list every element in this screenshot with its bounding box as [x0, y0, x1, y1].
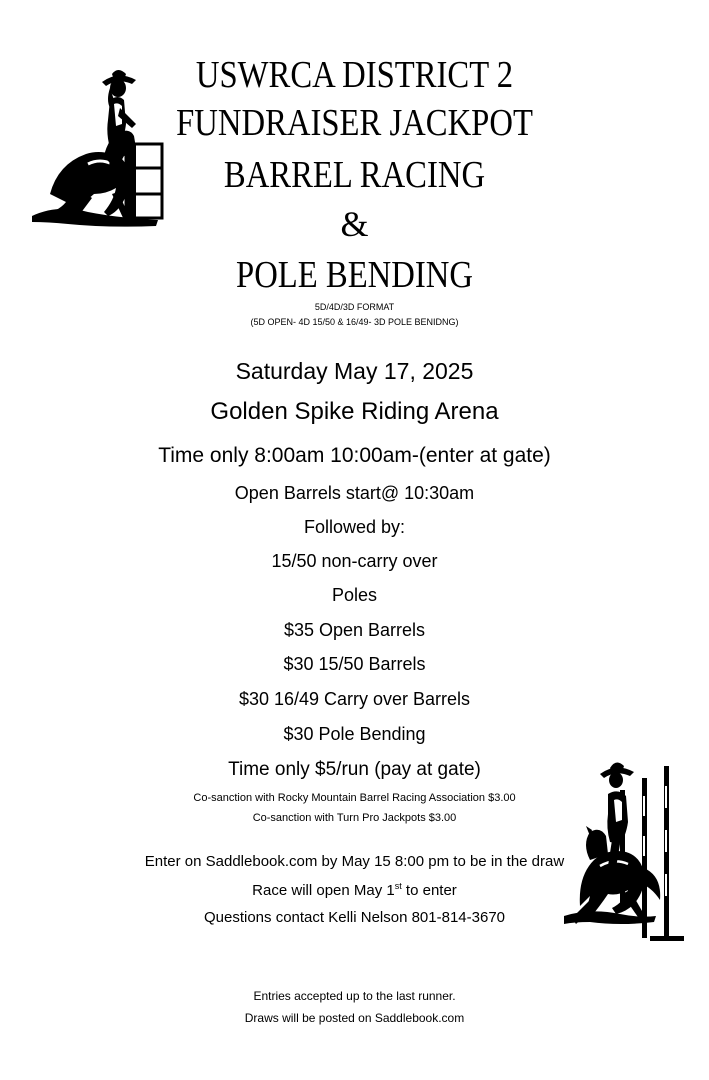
venue-name: Golden Spike Riding Arena	[210, 398, 499, 425]
cosanction-rmbra: Co-sanction with Rocky Mountain Barrel Racing Association $3.00	[193, 792, 516, 804]
event-date: Saturday May 17, 2025	[235, 358, 474, 384]
race-open-sup: st	[394, 881, 402, 891]
format-line-2: (5D OPEN- 4D 15/50 & 16/49- 3D POLE BENIDNG)	[250, 317, 459, 327]
format-line-1: 5D/4D/3D FORMAT	[314, 302, 395, 312]
title-line-1: USWRCA DISTRICT 2	[195, 54, 514, 96]
time-only-entry: Time only 8:00am 10:00am-(enter at gate)	[158, 444, 551, 467]
title-line-2: FUNDRAISER JACKPOT	[176, 102, 533, 144]
footer-draws: Draws will be posted on Saddlebook.com	[244, 1011, 465, 1025]
title-line-4: POLE BENDING	[236, 254, 473, 296]
title-line-3: BARREL RACING	[223, 154, 486, 196]
race-open-suffix: to enter	[401, 882, 457, 899]
poles-label: Poles	[331, 585, 378, 605]
race-open-prefix: Race will open May 1	[252, 882, 395, 899]
questions-contact: Questions contact Kelli Nelson 801-814-3670	[203, 909, 506, 926]
non-carry-over: 15/50 non-carry over	[271, 551, 438, 571]
followed-by: Followed by:	[303, 517, 406, 537]
cosanction-turn-pro: Co-sanction with Turn Pro Jackpots $3.00	[252, 812, 457, 824]
fee-item: $30 16/49 Carry over Barrels	[238, 689, 471, 709]
fee-item: $30 Pole Bending	[283, 724, 426, 744]
footer-entries: Entries accepted up to the last runner.	[253, 989, 456, 1003]
race-open-line	[0, 882, 709, 898]
ampersand: &	[340, 204, 369, 244]
fee-item: $35 Open Barrels	[283, 620, 426, 640]
enter-instructions: Enter on Saddlebook.com by May 15 8:00 pm to be in the draw	[144, 853, 565, 870]
open-barrels-start: Open Barrels start@ 10:30am	[234, 483, 475, 503]
time-only-run: Time only $5/run (pay at gate)	[228, 759, 481, 780]
fee-item: $30 15/50 Barrels	[283, 654, 426, 674]
